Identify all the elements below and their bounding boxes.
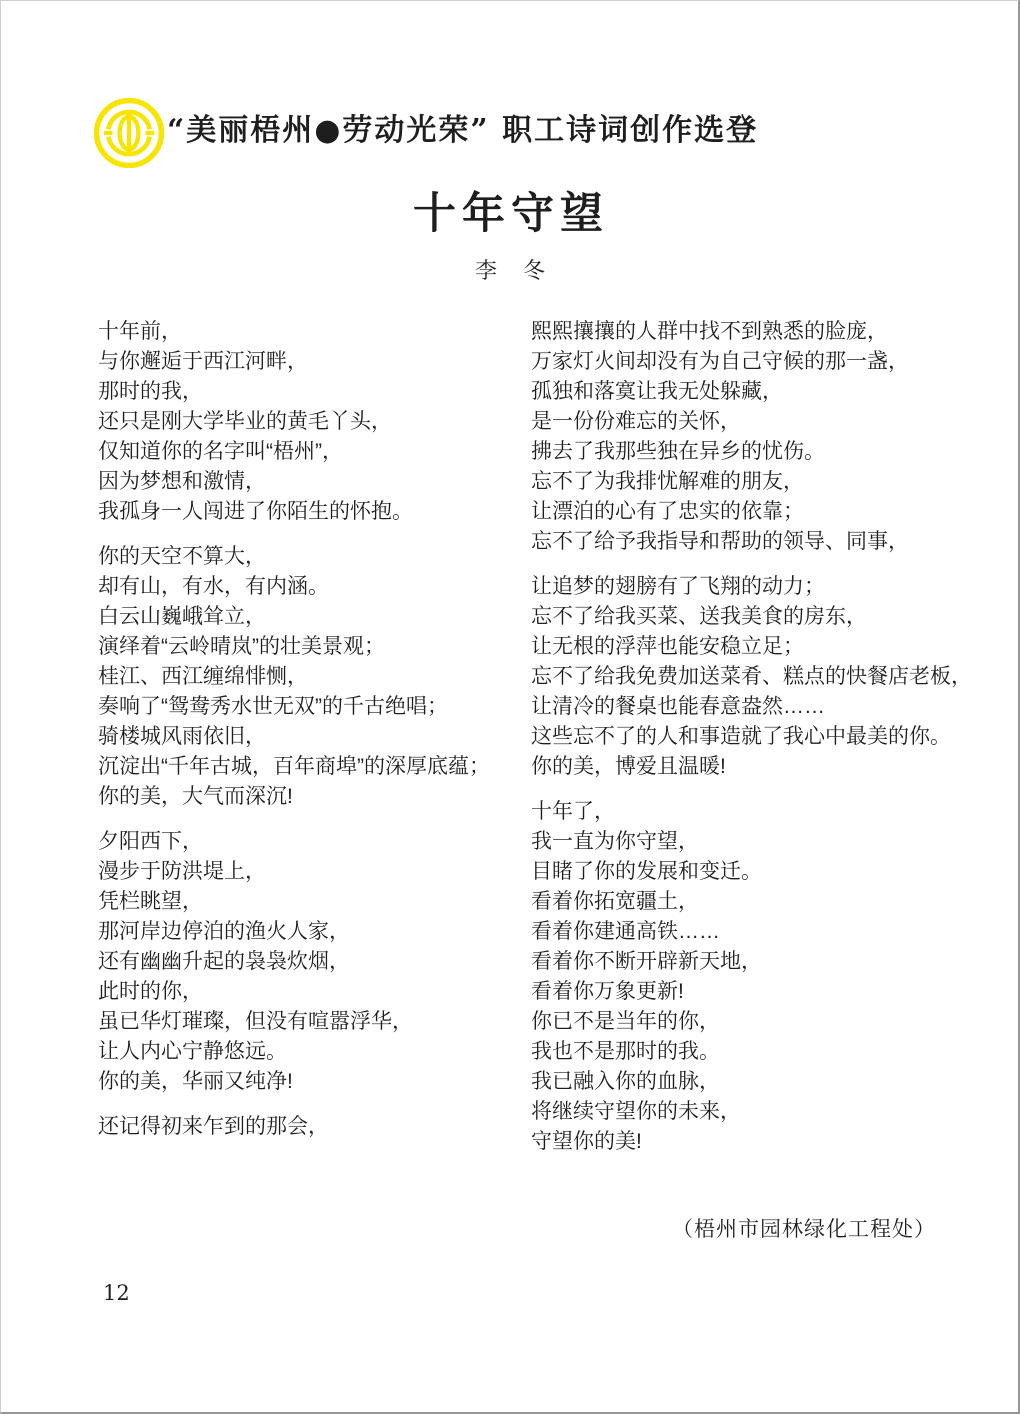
poem-line: 十年前， <box>98 320 182 343</box>
poem-line: 看着你拓宽疆土， <box>531 890 699 913</box>
poem-line: 你的美，博爱且温暖! <box>531 755 726 778</box>
poem-line: 沉淀出“千年古城，百年商埠”的深厚底蕴； <box>98 755 490 778</box>
poem-line: 因为梦想和激情， <box>98 470 266 493</box>
author-affiliation: （梧州市园林绿化工程处） <box>672 1217 936 1241</box>
poem-line: 仅知道你的名字叫“梧州”， <box>98 440 343 463</box>
poem-line: 我孤身一人闯进了你陌生的怀抱。 <box>98 500 413 523</box>
poem-line: 让漂泊的心有了忠实的依靠； <box>531 500 804 523</box>
poem-line: 还有幽幽升起的袅袅炊烟， <box>98 950 350 973</box>
poem-line: 此时的你， <box>98 980 203 1003</box>
stanza-gap <box>98 527 523 542</box>
poem-line: 看着你不断开辟新天地， <box>531 950 762 973</box>
poem-line: 我已融入你的血脉， <box>531 1070 720 1093</box>
poem-line: 熙熙攘攘的人群中找不到熟悉的脸庞， <box>531 320 888 343</box>
poem-line: 拂去了我那些独在异乡的忧伤。 <box>531 440 825 463</box>
poem-line: 万家灯火间却没有为自己守候的那一盏， <box>531 350 909 373</box>
poem-line: 还记得初来乍到的那会， <box>98 1115 329 1138</box>
poem-line: 虽已华灯璀璨，但没有喧嚣浮华， <box>98 1010 413 1033</box>
poem-line: 还只是刚大学毕业的黄毛丫头， <box>98 410 392 433</box>
poem-line: 目睹了你的发展和变迁。 <box>531 860 762 883</box>
poem-line: 我一直为你守望， <box>531 830 699 853</box>
poem-line: 却有山，有水，有内涵。 <box>98 575 329 598</box>
poem-author: 李 冬 <box>474 258 547 283</box>
poem-line: 守望你的美! <box>531 1130 642 1153</box>
poem-line: 忘不了给我买菜、送我美食的房东， <box>531 605 867 628</box>
poem-line: 你已不是当年的你， <box>531 1010 720 1033</box>
poem-line: 是一份份难忘的关怀， <box>531 410 741 433</box>
poem-column-left <box>98 317 523 1142</box>
poem-line: 让无根的浮萍也能安稳立足； <box>531 635 804 658</box>
poem-line: 看着你万象更新! <box>531 980 684 1003</box>
poem-line: 奏响了“鸳鸯秀水世无双”的千古绝唱； <box>98 695 448 718</box>
stanza-gap <box>98 1097 523 1112</box>
trade-union-emblem-icon <box>93 97 165 169</box>
poem-line: 这些忘不了的人和事造就了我心中最美的你。 <box>531 725 951 748</box>
poem-line: 让追梦的翅膀有了飞翔的动力； <box>531 575 825 598</box>
poem-title: 十年守望 <box>413 189 609 239</box>
poem-line: 忘不了给予我指导和帮助的领导、同事， <box>531 530 909 553</box>
poem-line: 十年了， <box>531 800 615 823</box>
page-number: 12 <box>103 1281 130 1305</box>
poem-line: 将继续守望你的未来， <box>531 1100 741 1123</box>
stanza-gap <box>98 812 523 827</box>
poem-line: 白云山巍峨耸立， <box>98 605 266 628</box>
poem-line: 你的天空不算大， <box>98 545 266 568</box>
poem-line: 你的美，大气而深沉! <box>98 785 293 808</box>
poem-line: 孤独和落寞让我无处躲藏， <box>531 380 783 403</box>
poem-line: 那时的我， <box>98 380 203 403</box>
poem-line: 凭栏眺望， <box>98 890 203 913</box>
poem-line: 那河岸边停泊的渔火人家， <box>98 920 350 943</box>
stanza-gap <box>531 557 981 572</box>
poem-column-right <box>531 317 981 1157</box>
poem-line: 看着你建通高铁…… <box>531 920 720 943</box>
poem-line: 桂江、西江缠绵悱恻， <box>98 665 308 688</box>
poem-line: 我也不是那时的我。 <box>531 1040 720 1063</box>
poem-line: 演绎着“云岭晴岚”的壮美景观； <box>98 635 385 658</box>
poem-line: 忘不了给我免费加送菜肴、糕点的快餐店老板， <box>531 665 972 688</box>
stanza-gap <box>531 782 981 797</box>
poem-line: 让清冷的餐桌也能春意盎然…… <box>531 695 825 718</box>
poem-line: 让人内心宁静悠远。 <box>98 1040 287 1063</box>
poem-line: 忘不了为我排忧解难的朋友， <box>531 470 804 493</box>
poem-line: 漫步于防洪堤上， <box>98 860 266 883</box>
section-banner-title: “美丽梧州●劳动光荣” 职工诗词创作选登 <box>167 113 759 148</box>
poem-line: 夕阳西下， <box>98 830 203 853</box>
poem-line: 骑楼城风雨依旧， <box>98 725 266 748</box>
poem-line: 与你邂逅于西江河畔， <box>98 350 308 373</box>
poem-line: 你的美，华丽又纯净! <box>98 1070 293 1093</box>
